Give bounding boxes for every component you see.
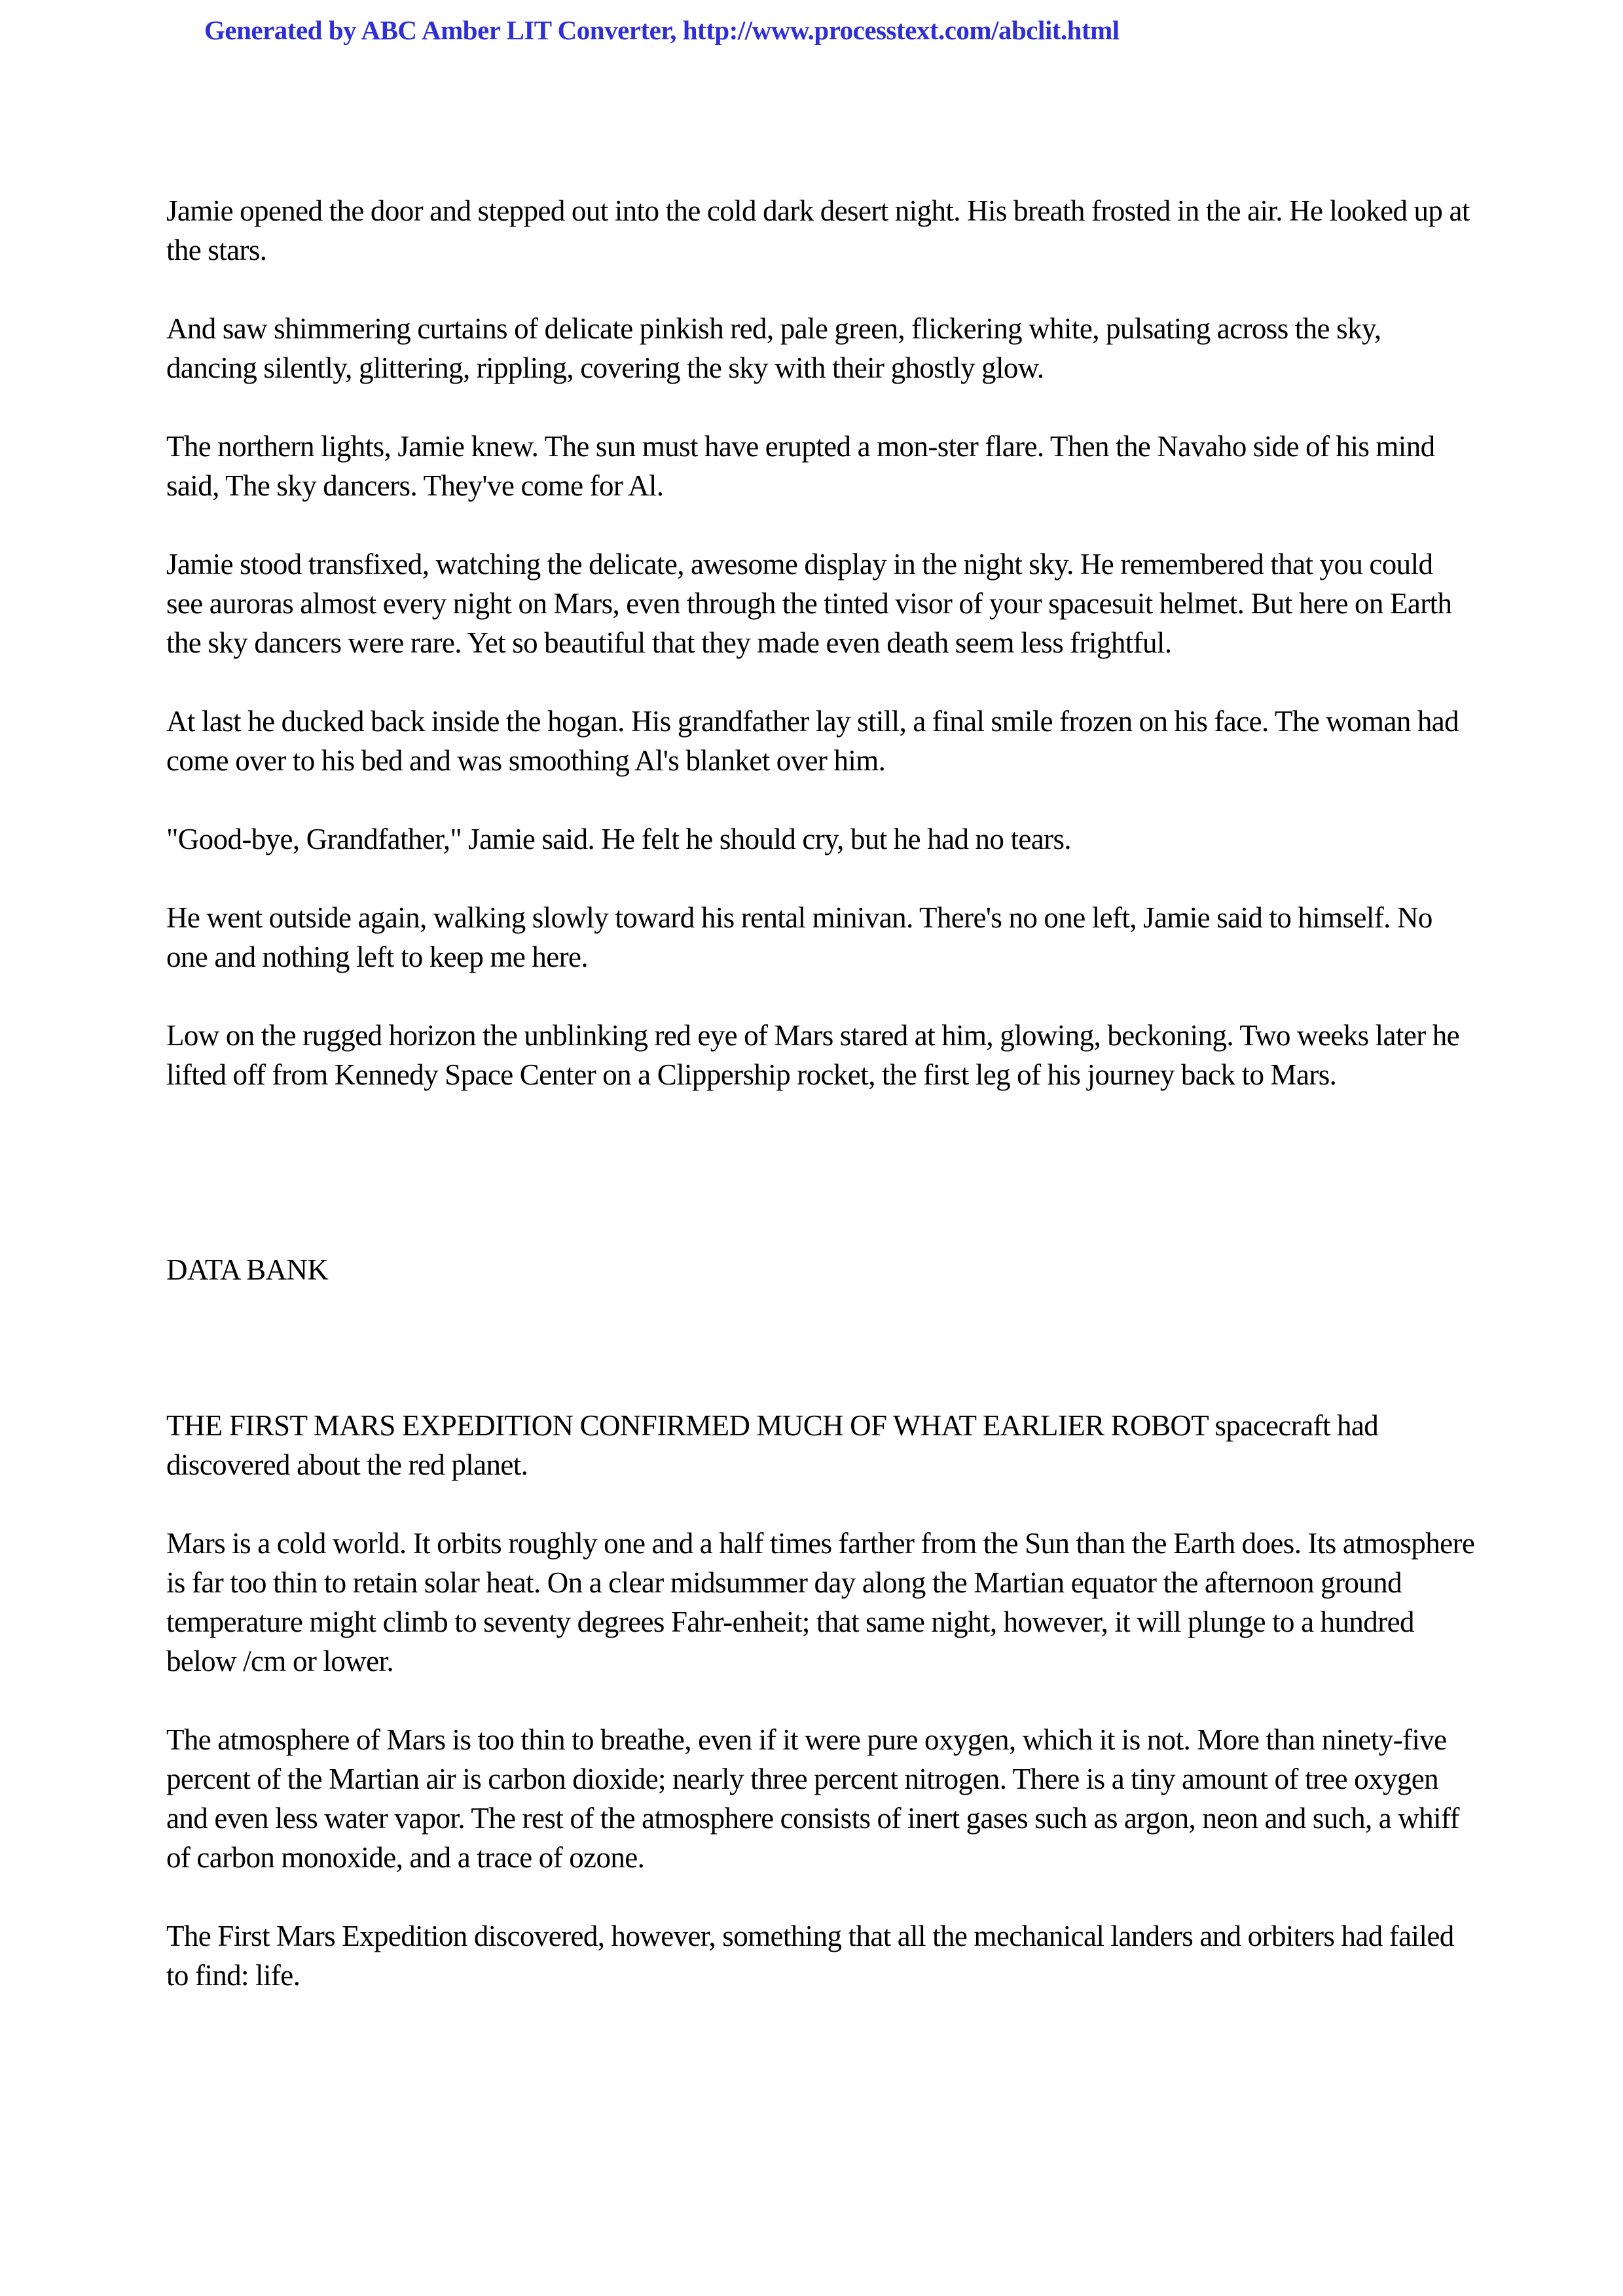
story-paragraph-8: Low on the rugged horizon the unblinking red eye of Mars stared at him, glowing, beckoning. Two weeks later he lifted off from Kennedy Space Center on a Clippership rocket, the first leg of his journey back to Mars.: [166, 1019, 1460, 1091]
section-gap: [166, 1289, 1476, 1406]
data-bank-paragraph-2: Mars is a cold world. It orbits roughly one and a half times farther from the Sun than the Earth does. Its atmosphere is far too thin to retain solar heat. On a clear midsummer day along the Martian equator the afternoon ground temperature might climb to seventy degrees Fahr-enheit; that same night, however, it will plunge to a hundred below /cm or lower.: [166, 1527, 1475, 1677]
story-paragraph-3: The northern lights, Jamie knew. The sun must have erupted a mon-ster flare. Then the Navaho side of his mind said, The sky dancers. They've come for Al.: [166, 430, 1435, 502]
data-bank-paragraph-1: THE FIRST MARS EXPEDITION CONFIRMED MUCH OF WHAT EARLIER ROBOT spacecraft had discovered about the red planet.: [166, 1409, 1379, 1481]
data-bank-heading: DATA BANK: [166, 1253, 329, 1286]
story-paragraph-7: He went outside again, walking slowly toward his rental minivan. There's no one left, Jamie said to himself. No one and nothing left to keep me here.: [166, 901, 1432, 973]
story-paragraph-6: "Good-bye, Grandfather," Jamie said. He felt he should cry, but he had no tears.: [166, 823, 1072, 855]
data-bank-paragraph-3: The atmosphere of Mars is too thin to breathe, even if it were pure oxygen, which it is not. More than ninety-five percent of the Martian air is carbon dioxide; nearly three percent nitrogen. There is a tiny amount of tree oxygen and even less water vapor. The rest of the atmosphere consists of inert gases such as argon, neon and such, a whiff of carbon monoxide, and a trace of ozone.: [166, 1723, 1459, 1874]
section-gap: [166, 1094, 1476, 1250]
data-bank-paragraph-4: The First Mars Expedition discovered, however, something that all the mechanical landers and orbiters had failed to find: life.: [166, 1920, 1454, 1992]
converter-header: Generated by ABC Amber LIT Converter, http://www.processtext.com/abclit.html: [204, 15, 1120, 45]
story-paragraph-4: Jamie stood transfixed, watching the delicate, awesome display in the night sky. He remembered that you could see auroras almost every night on Mars, even through the tinted visor of your spacesuit helmet. But here on Earth the sky dancers were rare. Yet so beautiful that they made even death seem less frightful.: [166, 548, 1452, 659]
page-content: [166, 191, 1476, 2034]
story-paragraph-2: And saw shimmering curtains of delicate pinkish red, pale green, flickering white, pulsating across the sky, dancing silently, glittering, rippling, covering the sky with their ghostly glow.: [166, 312, 1381, 384]
story-paragraph-1: Jamie opened the door and stepped out into the cold dark desert night. His breath frosted in the air. He looked up at the stars.: [166, 194, 1470, 266]
story-paragraph-5: At last he ducked back inside the hogan. His grandfather lay still, a final smile frozen on his face. The woman had come over to his bed and was smoothing Al's blanket over him.: [166, 705, 1459, 777]
